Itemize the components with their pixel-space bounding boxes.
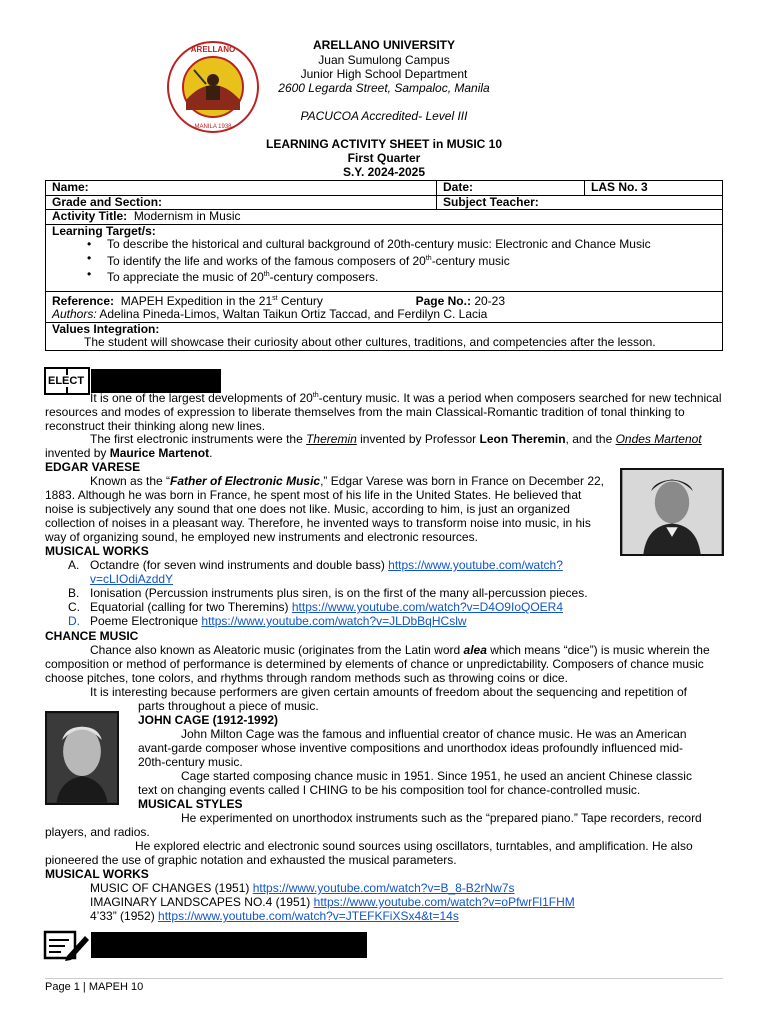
campus-name: Juan Sumulong Campus [318, 53, 450, 67]
activity-title-row [46, 210, 723, 225]
department-name: Junior High School Department [300, 67, 468, 81]
youtube-link[interactable]: https://www.youtube.com/watch?v=cLIOdiAzddY [90, 558, 563, 586]
page-number-value: 20-23 [474, 293, 506, 308]
student-info-table [45, 180, 723, 351]
school-address: 2600 Legarda Street, Sampaloc, Manila [278, 81, 490, 95]
chance-music-paragraph: Chance also known as Aleatoric music (originates from the Latin word alea which means “dice”) is music wherein the composition or method of performance is determined by elements of chance or unpredictability. Composers of chance music choose pitches, tone colors, and rhythms through random methods such as throwing coins or dice. [45, 643, 710, 685]
svg-text:MANILA 1938: MANILA 1938 [194, 124, 232, 130]
name-label[interactable]: Name: [46, 181, 437, 196]
work-item: MUSIC OF CHANGES (1951) https://www.youtube.com/watch?v=B_8-B2rNw7s [90, 881, 515, 895]
electronic-intro: It is one of the largest developments of 20th-century music. It was a period when composers searched for new technical resources and modes of expression to liberate themselves from the main Classical-Romantic tradition of tonal thinking to reconstruct their thinking along new lines. [45, 391, 722, 433]
work-item: D. Poeme Electronique https://www.youtube.com/watch?v=JLDbBqHCslw [68, 614, 467, 628]
interesting-paragraph: It is interesting because performers are given certain amounts of freedom about the sequencing and repetition of [90, 685, 688, 699]
subject-teacher-label[interactable]: Subject Teacher: [437, 195, 723, 210]
learning-targets-row [46, 224, 723, 291]
work-item: IMAGINARY LANDSCAPES NO.4 (1951) https://www.youtube.com/watch?v=oPfwrFl1FHM [90, 895, 575, 909]
youtube-link[interactable]: https://www.youtube.com/watch?v=JTEFKFiXSx4&t=14s [158, 909, 459, 923]
reference-row [46, 291, 723, 322]
svg-text:ARELLANO: ARELLANO [190, 45, 236, 54]
school-year: S.Y. 2024-2025 [342, 165, 426, 179]
activity-title-value: Modernism in Music [133, 209, 241, 223]
redaction-bar [91, 932, 367, 958]
youtube-link[interactable]: https://www.youtube.com/watch?v=oPfwrFl1FHM [313, 895, 575, 909]
youtube-link[interactable]: https://www.youtube.com/watch?v=D4O9IoQOER4 [291, 600, 563, 614]
cage-works-heading: MUSICAL WORKS [45, 867, 149, 881]
first-instruments-paragraph: The first electronic instruments were the Theremin invented by Professor Leon Theremin, and the Ondes Martenot invented by Maurice Martenot. [45, 432, 702, 460]
youtube-link[interactable]: https://www.youtube.com/watch?v=B_8-B2rNw7s [252, 881, 515, 895]
authors-value: Adelina Pineda-Limos, Waltan Taikun Ortiz Taccad, and Ferdilyn C. Lacia [99, 307, 488, 321]
date-label[interactable]: Date: [437, 181, 585, 196]
styles-paragraph-1: He experimented on unorthodox instruments such as the “prepared piano.” Tape recorders, record players, and radios. [45, 811, 702, 839]
accreditation: PACUCOA Accredited- Level III [300, 109, 468, 123]
john-cage-photo [45, 711, 119, 805]
reference-value: MAPEH Expedition in the 21st Century [120, 293, 323, 308]
university-name: ARELLANO UNIVERSITY [312, 38, 455, 52]
values-integration-text: The student will showcase their curiosity about other cultures, traditions, and competencies after the lesson. [84, 335, 656, 349]
cage-chance-paragraph: Cage started composing chance music in 1951. Since 1951, he used an ancient Chinese classic text on changing events called I CHING to be his composition tool for chance-controlled music. [138, 769, 692, 797]
learning-target-item: • To appreciate the music of 20th-century composers. [107, 268, 716, 285]
learning-target-item: • To identify the life and works of the famous composers of 20th-century music [107, 252, 716, 269]
quarter: First Quarter [347, 151, 421, 165]
work-item: 4’33” (1952) https://www.youtube.com/watch?v=JTEFKFiXSx4&t=14s [90, 909, 459, 923]
footer-divider [45, 978, 723, 979]
activity-title-label: Activity Title: [52, 209, 128, 223]
authors-label: Authors: [52, 307, 97, 321]
john-cage-paragraph: John Milton Cage was the famous and influential creator of chance music. He was an American avant-garde composer whose inventive compositions and unorthodox ideas profoundly influenced mid-20th-century music. [138, 727, 687, 769]
learning-targets-list [107, 238, 716, 285]
page-number-label: Page No.: [415, 293, 471, 308]
sheet-title: LEARNING ACTIVITY SHEET in MUSIC 10 [265, 137, 503, 151]
interesting-paragraph-cont: parts throughout a piece of music. [138, 699, 319, 713]
styles-paragraph-2: He explored electric and electronic sound sources using oscillators, turntables, and amplification. He also pioneered the use of graphic notation and exhausted the musical parameters. [45, 839, 693, 867]
work-item: B. Ionisation (Percussion instruments plus siren, is on the first of the many all-percussion pieces. [68, 586, 588, 600]
varese-heading: EDGAR VARESE [45, 460, 141, 474]
learning-target-item: • To describe the historical and cultural background of 20th-century music: Electronic and Chance Music [107, 238, 716, 252]
youtube-link[interactable]: https://www.youtube.com/watch?v=JLDbBqHCslw [201, 614, 467, 628]
edgar-varese-photo [620, 468, 724, 556]
page-footer: Page 1 | MAPEH 10 [45, 981, 144, 993]
varese-paragraph: Known as the “Father of Electronic Music,” Edgar Varese was born in France on December 22, 1883. Although he was born in France, he spent most of his life in the United States. He believed that noise is subjectively any sound that one does not like. Music, according to him, is just an organized collection of noises in a pleasant way. Therefore, he invented ways to transform noise into music, in his way of organizing sound, he employed new instruments and electronic resources. [45, 474, 604, 544]
values-integration-row [46, 322, 723, 350]
values-integration-label: Values Integration: [52, 321, 160, 336]
musical-works-heading: MUSICAL WORKS [45, 544, 149, 558]
learning-targets-label: Learning Target/s: [52, 223, 156, 238]
las-number: LAS No. 3 [585, 181, 723, 196]
john-cage-heading: JOHN CAGE (1912-1992) [138, 713, 279, 727]
grade-section-label[interactable]: Grade and Section: [46, 195, 437, 210]
cage-works-list [90, 881, 575, 923]
work-item: C. Equatorial (calling for two Theremins) https://www.youtube.com/watch?v=D4O9IoQOER4 [68, 600, 563, 614]
write-task-icon [43, 928, 91, 962]
chance-music-heading: CHANCE MUSIC [45, 629, 139, 643]
partial-section-heading: ELECT [48, 375, 85, 387]
musical-styles-heading: MUSICAL STYLES [138, 797, 243, 811]
varese-works-list [68, 558, 588, 628]
reference-label: Reference: [52, 293, 115, 308]
work-item: A. Octandre (for seven wind instruments and double bass) https://www.youtube.com/watch?v=cLIOdiAzddY [68, 558, 563, 586]
